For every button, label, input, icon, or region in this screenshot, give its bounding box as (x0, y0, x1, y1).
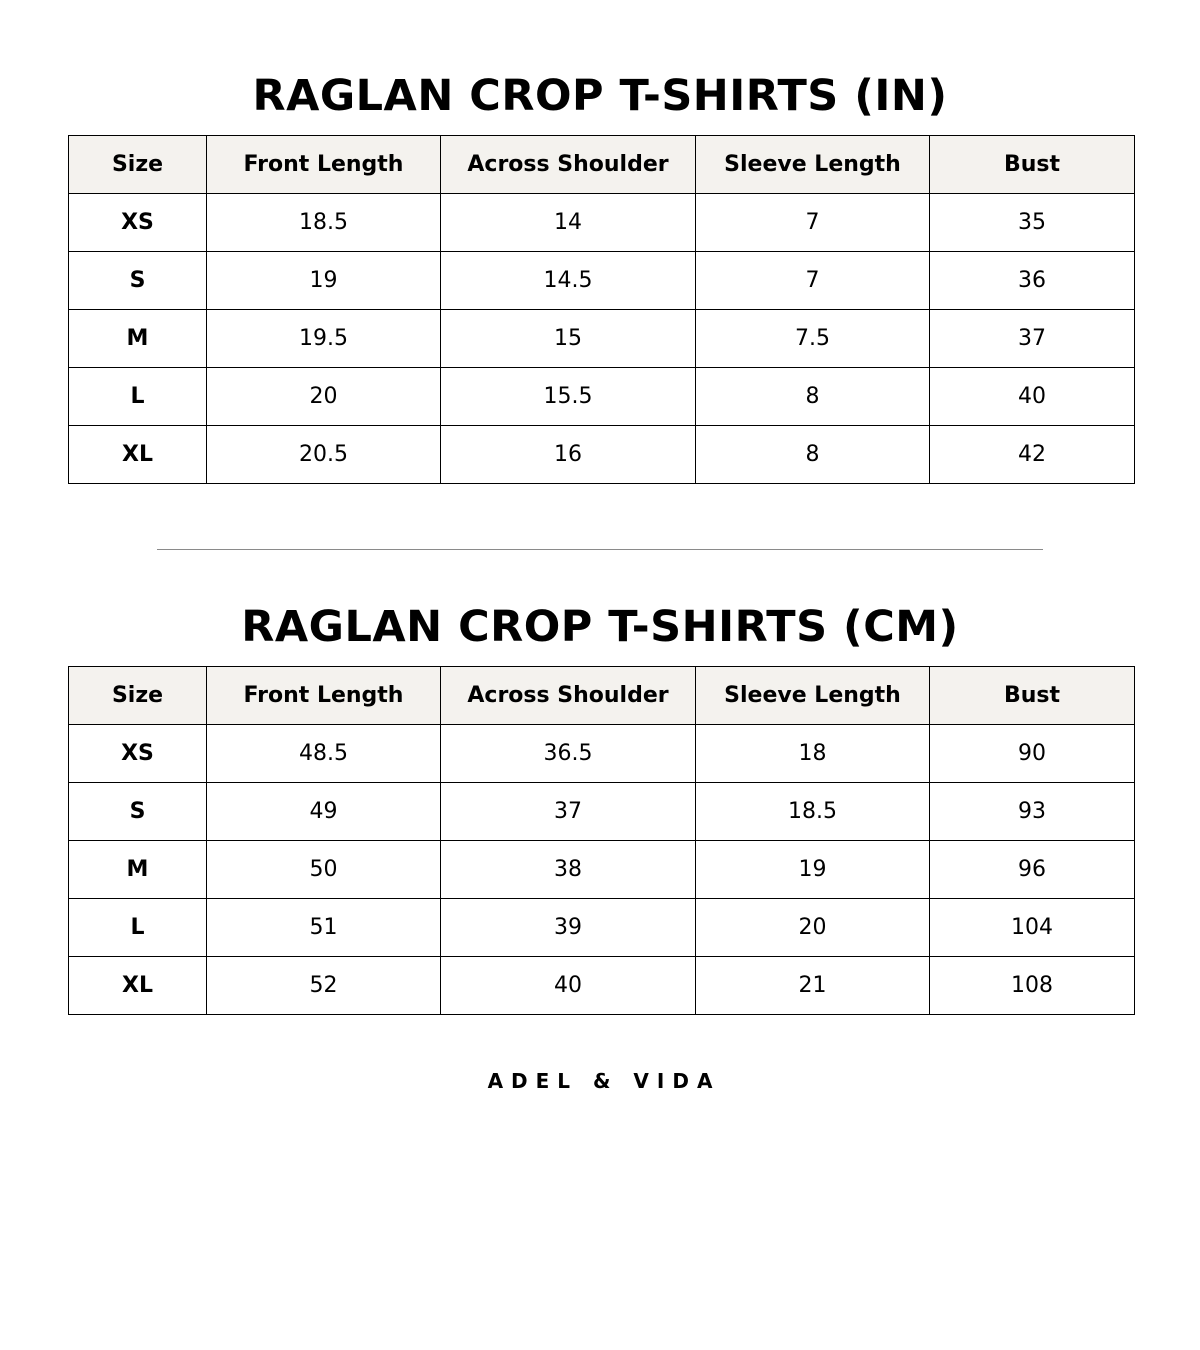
bust-cell: 104 (930, 899, 1135, 957)
column-header-front-length: Front Length (207, 136, 441, 194)
sleeve-length-cell: 18 (696, 725, 930, 783)
front-length-cell: 51 (207, 899, 441, 957)
sleeve-length-cell: 19 (696, 841, 930, 899)
bust-cell: 42 (930, 426, 1135, 484)
bust-cell: 96 (930, 841, 1135, 899)
across-shoulder-cell: 14 (441, 194, 696, 252)
front-length-cell: 52 (207, 957, 441, 1015)
size-cell: XL (69, 426, 207, 484)
table-row (69, 899, 1135, 957)
front-length-cell: 20.5 (207, 426, 441, 484)
across-shoulder-cell: 15 (441, 310, 696, 368)
across-shoulder-cell: 39 (441, 899, 696, 957)
table-row (69, 194, 1135, 252)
column-header-across-shoulder: Across Shoulder (441, 136, 696, 194)
front-length-cell: 48.5 (207, 725, 441, 783)
sleeve-length-cell: 18.5 (696, 783, 930, 841)
bust-cell: 35 (930, 194, 1135, 252)
bust-cell: 93 (930, 783, 1135, 841)
column-header-front-length: Front Length (207, 667, 441, 725)
size-cell: M (69, 310, 207, 368)
front-length-cell: 49 (207, 783, 441, 841)
table-row (69, 252, 1135, 310)
bust-cell: 108 (930, 957, 1135, 1015)
across-shoulder-cell: 14.5 (441, 252, 696, 310)
column-header-bust: Bust (930, 667, 1135, 725)
sleeve-length-cell: 7.5 (696, 310, 930, 368)
table-row (69, 310, 1135, 368)
across-shoulder-cell: 16 (441, 426, 696, 484)
column-header-size: Size (69, 136, 207, 194)
size-chart-table-centimeters (68, 666, 1135, 1015)
table-row (69, 783, 1135, 841)
front-length-cell: 18.5 (207, 194, 441, 252)
sleeve-length-cell: 21 (696, 957, 930, 1015)
bust-cell: 37 (930, 310, 1135, 368)
size-cell: S (69, 783, 207, 841)
column-header-sleeve-length: Sleeve Length (696, 667, 930, 725)
sleeve-length-cell: 7 (696, 252, 930, 310)
across-shoulder-cell: 15.5 (441, 368, 696, 426)
across-shoulder-cell: 40 (441, 957, 696, 1015)
column-header-bust: Bust (930, 136, 1135, 194)
across-shoulder-cell: 38 (441, 841, 696, 899)
across-shoulder-cell: 36.5 (441, 725, 696, 783)
sleeve-length-cell: 8 (696, 368, 930, 426)
brand-name: ADEL & VIDA (487, 1069, 721, 1093)
size-chart-table-inches (68, 135, 1135, 484)
size-cell: L (69, 368, 207, 426)
size-cell: XS (69, 725, 207, 783)
size-cell: XL (69, 957, 207, 1015)
front-length-cell: 19.5 (207, 310, 441, 368)
sleeve-length-cell: 7 (696, 194, 930, 252)
size-cell: S (69, 252, 207, 310)
column-header-size: Size (69, 667, 207, 725)
size-cell: L (69, 899, 207, 957)
section-divider (157, 549, 1043, 550)
sleeve-length-cell: 20 (696, 899, 930, 957)
page-title-centimeters: RAGLAN CROP T-SHIRTS (CM) (241, 602, 959, 652)
column-header-across-shoulder: Across Shoulder (441, 667, 696, 725)
table-header-row (69, 136, 1135, 194)
size-cell: XS (69, 194, 207, 252)
bust-cell: 90 (930, 725, 1135, 783)
table-header-row (69, 667, 1135, 725)
page-title-inches: RAGLAN CROP T-SHIRTS (IN) (252, 71, 948, 121)
sleeve-length-cell: 8 (696, 426, 930, 484)
table-row (69, 725, 1135, 783)
column-header-sleeve-length: Sleeve Length (696, 136, 930, 194)
bust-cell: 36 (930, 252, 1135, 310)
table-row (69, 957, 1135, 1015)
table-row (69, 841, 1135, 899)
front-length-cell: 19 (207, 252, 441, 310)
across-shoulder-cell: 37 (441, 783, 696, 841)
size-cell: M (69, 841, 207, 899)
table-row (69, 368, 1135, 426)
front-length-cell: 50 (207, 841, 441, 899)
table-row (69, 426, 1135, 484)
front-length-cell: 20 (207, 368, 441, 426)
bust-cell: 40 (930, 368, 1135, 426)
